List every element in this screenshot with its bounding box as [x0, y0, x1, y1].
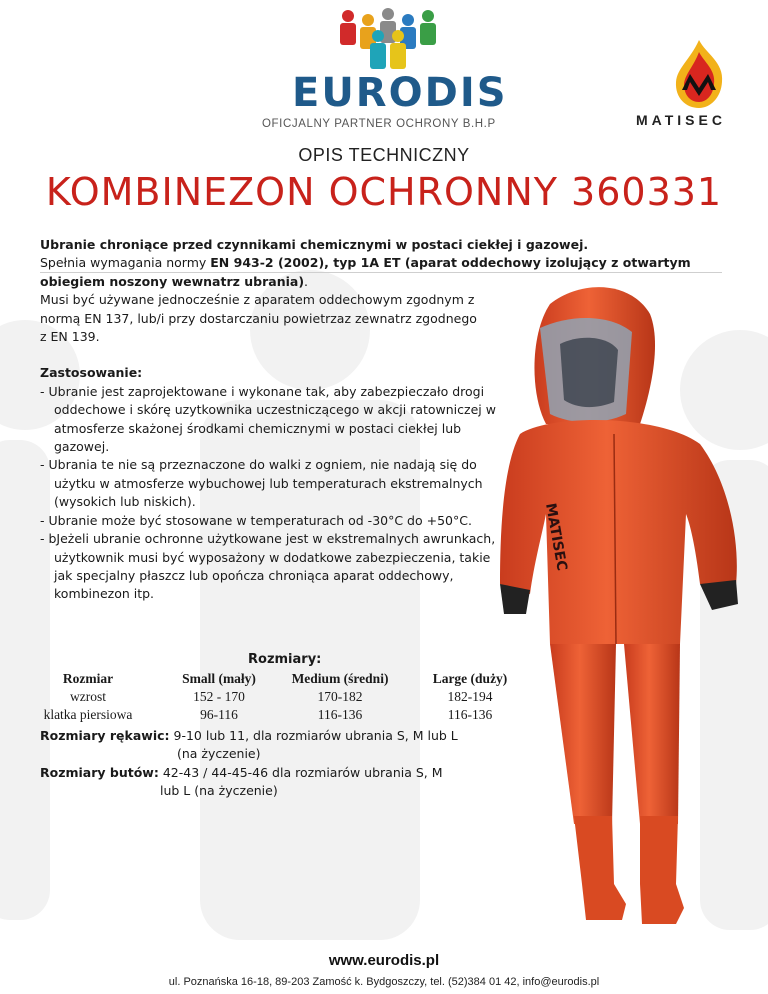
glove-sizes-note: (na życzenie) — [177, 746, 261, 761]
description-text: Musi być używane jednocześnie z aparatem oddechowym zgodnym z normą EN 137, lub/i przy dostarczaniu powietrzaz zewnatrz zgodnego z EN 139. — [40, 292, 477, 345]
table-row — [14, 706, 536, 724]
table-row — [14, 688, 536, 706]
usage-title: Zastosowanie: — [40, 365, 143, 381]
footer-address: ul. Poznańska 16-18, 89-203 Zamość k. Bydgoszczy, tel. (52)384 01 42, info@eurodis.pl — [168, 976, 600, 988]
usage-item: - Ubranie jest zaprojektowane i wykonane tak, aby zabezpieczało drogi oddechowe i skórę uzytkownika uczestniczącego w akcji ratowniczej w atmosferze skażonej środkami chemicznymi w postaci ciekłej lub gazowej. — [40, 383, 496, 455]
brand-name: EURODIS — [292, 70, 508, 116]
usage-item: - Ubranie może być stosowane w temperaturach od -30°C do +50°C. — [40, 512, 472, 528]
document-title: KOMBINEZON OCHRONNY 360331 — [45, 170, 723, 214]
description-norm: Spełnia wymagania normy EN 943-2 (2002), typ 1A ET (aparat oddechowy izolujący z otwartym obiegiem noszony wewnatrz ubrania). — [40, 255, 691, 289]
table-cell: 96-116 — [200, 707, 238, 722]
boot-sizes — [40, 764, 443, 800]
table-cell: wzrost — [70, 689, 106, 704]
table-cell: 116-136 — [447, 707, 493, 722]
table-cell: 182-194 — [447, 689, 493, 704]
sizes-title: Rozmiary: — [248, 652, 322, 667]
table-header-cell: Large (duży) — [432, 671, 508, 686]
usage-item: - bJeżeli ubranie ochronne użytkowane jest w ekstremalnych awrunkach, użytkownik musi być wyposażony w dodatkowe zabezpieczenia, takie jak specjalny płaszcz lub opończa chroniąca aparat oddechowy, kombinezon itp. — [40, 531, 496, 602]
brand-tagline: OFICJALNY PARTNER OCHRONY B.H.P — [262, 118, 496, 130]
document-label: OPIS TECHNICZNY — [298, 145, 470, 165]
matisec-flame-logo — [666, 38, 732, 110]
description-lead: Ubranie chroniące przed czynnikami chemicznymi w postaci ciekłej i gazowej. — [40, 237, 589, 252]
partner-name: MATISEC — [636, 112, 726, 128]
table-header-row — [14, 670, 536, 688]
boot-sizes-label: Rozmiary butów: — [40, 765, 159, 780]
table-cell: 170-182 — [317, 689, 363, 704]
glove-sizes-label: Rozmiary rękawic: — [40, 728, 170, 743]
table-header-cell: Medium (średni) — [291, 671, 389, 686]
table-cell: klatka piersiowa — [43, 707, 133, 722]
boot-sizes-value: 42-43 / 44-45-46 dla rozmiarów ubrania S, M — [162, 765, 443, 780]
suit-brand-print: MATISEC — [542, 501, 570, 573]
glove-sizes-value: 9-10 lub 11, dla rozmiarów ubrania S, M lub L — [173, 728, 458, 743]
usage-list — [40, 383, 505, 604]
usage-item: - Ubrania te nie są przeznaczone do walki z ogniem, nie nadają się do użytku w atmosferze wybuchowej lub temperaturach ekstremalnych (wysokich lub niskich). — [40, 457, 483, 510]
eurodis-people-logo — [334, 6, 444, 76]
table-cell: 152 - 170 — [193, 689, 245, 704]
sizes-table — [14, 670, 536, 724]
table-cell: 116-136 — [317, 707, 363, 722]
table-header-cell: Rozmiar — [62, 671, 114, 686]
footer-website[interactable]: www.eurodis.pl — [328, 952, 440, 969]
glove-sizes — [40, 727, 458, 763]
description-section — [40, 236, 700, 604]
boot-sizes-note: lub L (na życzenie) — [160, 783, 278, 798]
table-header-cell: Small (mały) — [182, 671, 256, 686]
